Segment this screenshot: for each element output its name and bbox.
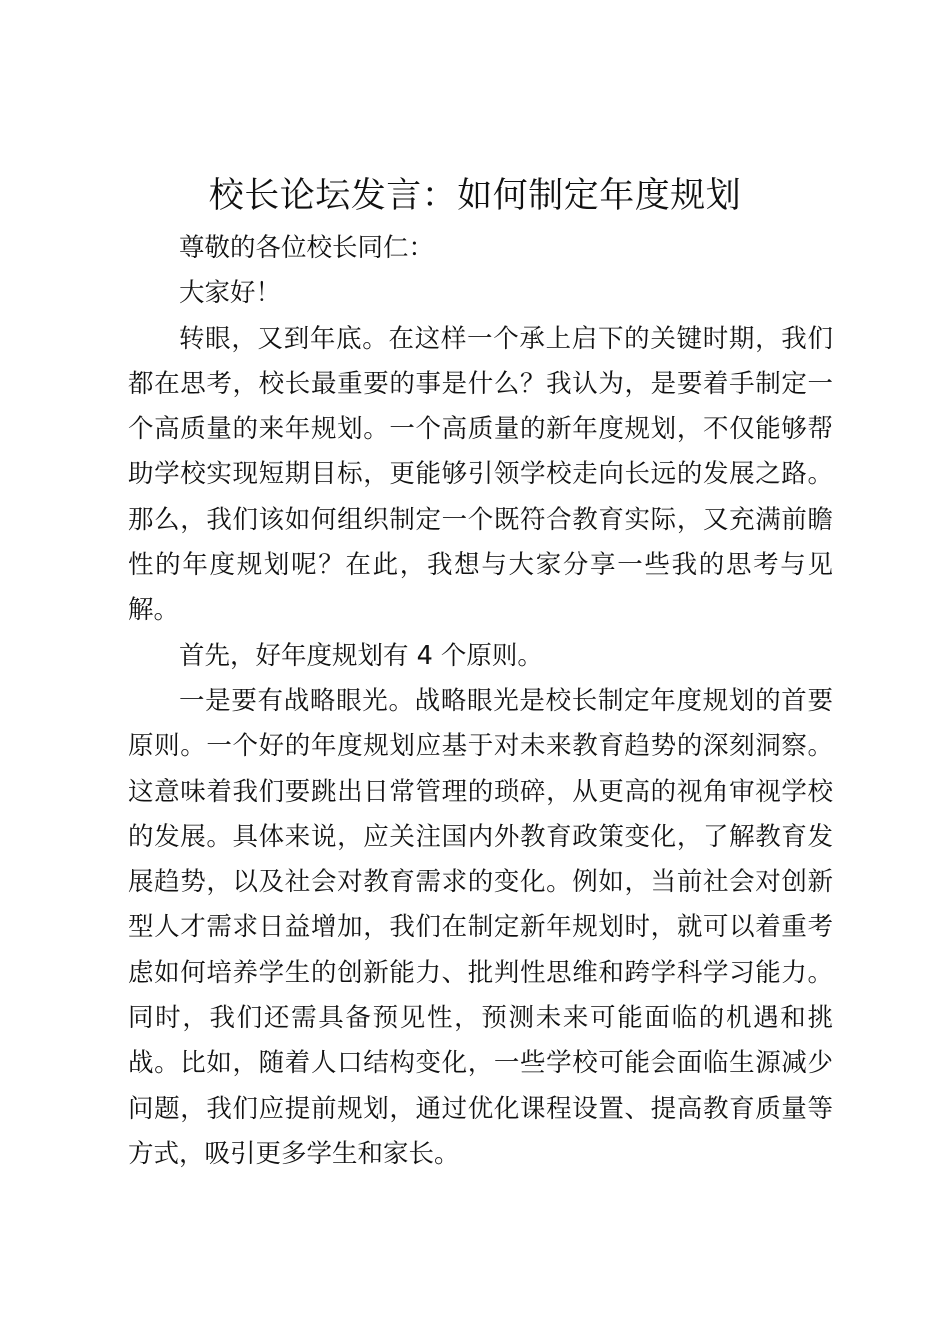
strategic-vision-paragraph: 一是要有战略眼光。战略眼光是校长制定年度规划的首要原则。一个好的年度规划应基于对未来教育趋势的深刻洞察。这意味着我们要跳出日常管理的琐碎，从更高的视角审视学校的发展。具体来说，应关注国内外教育政策变化，了解教育发展趋势，以及社会对教育需求的变化。例如，当前社会对创新型人才需求日益增加，我们在制定新年规划时，就可以着重考虑如何培养学生的创新能力、批判性思维和跨学科学习能力。同时，我们还需具备预见性，预测未来可能面临的机遇和挑战。比如，随着人口结构变化，一些学校可能会面临生源减少问题，我们应提前规划，通过优化课程设置、提高教育质量等方式，吸引更多学生和家长。: [128, 685, 833, 1169]
salutation-paragraph: 尊敬的各位校长同仁：: [179, 233, 435, 263]
intro-paragraph: 转眼，又到年底。在这样一个承上启下的关键时期，我们都在思考，校长最重要的事是什么？我认为，是要着手制定一个高质量的来年规划。一个高质量的新年度规划，不仅能够帮助学校实现短期目标，更能够引领学校走向长远的发展之路。那么，我们该如何组织制定一个既符合教育实际，又充满前瞻性的年度规划呢？在此，我想与大家分享一些我的思考与见解。: [128, 323, 833, 626]
document-title: 校长论坛发言：如何制定年度规划: [208, 176, 742, 216]
principles-heading-paragraph: 首先，好年度规划有 4 个原则。: [179, 640, 543, 671]
document-body: [128, 226, 833, 1177]
greeting-paragraph: 大家好！: [179, 278, 282, 309]
